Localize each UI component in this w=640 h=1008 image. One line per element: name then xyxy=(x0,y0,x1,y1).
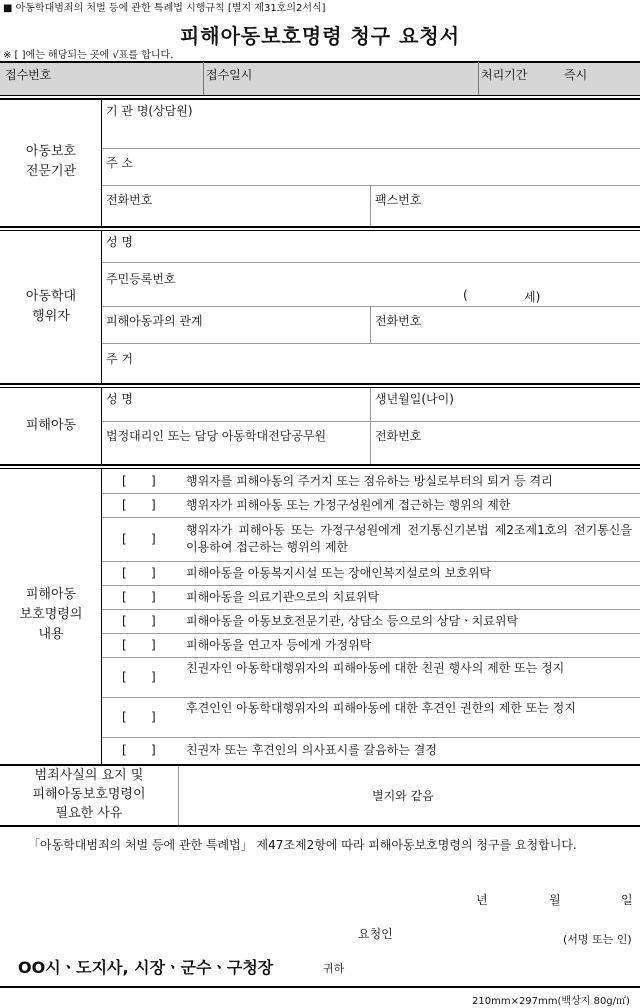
agency-address-label: 주 소 xyxy=(106,156,133,170)
date-day: 일 xyxy=(621,893,633,907)
checkbox-close-bracket: ] xyxy=(151,638,156,652)
reason-value: 별지와 같음 xyxy=(372,789,434,803)
order-option-5[interactable] xyxy=(102,585,640,609)
agency-name-label: 기 관 명(상담원) xyxy=(106,104,193,118)
sign-note: (서명 또는 인) xyxy=(563,933,632,946)
order-option-text: 친권자인 아동학대행위자의 피해아동에 대한 친권 행사의 제한 또는 정지 xyxy=(186,661,565,675)
requester-label: 요청인 xyxy=(358,927,393,941)
order-option-2[interactable] xyxy=(102,493,640,517)
checkbox-open-bracket: [ xyxy=(122,566,127,580)
order-option-text: 행위자가 피해아동 또는 가정구성원에게 접근하는 행위의 제한 xyxy=(186,498,511,512)
offender-rrn-label: 주민등록번호 xyxy=(106,272,176,286)
checkbox-close-bracket: ] xyxy=(151,670,156,684)
order-option-1[interactable] xyxy=(102,469,640,493)
regulation-reference: ■ 아동학대범죄의 처벌 등에 관한 특례법 시행규칙 [별지 제31호의2서식] xyxy=(3,3,326,14)
agency-fax-label: 팩스번호 xyxy=(375,193,422,207)
order-option-text: 피해아동을 아동복지시설 또는 장애인복지설로의 보호위탁 xyxy=(186,566,492,580)
offender-residence-label: 주 거 xyxy=(106,352,133,366)
order-option-7[interactable] xyxy=(102,633,640,657)
offender-name-label: 성 명 xyxy=(106,235,133,249)
checkbox-open-bracket: [ xyxy=(122,743,127,757)
victim-name-label: 성 명 xyxy=(106,392,133,406)
request-statement: 「아동학대범죄의 처벌 등에 관한 특례법」 제47조제2항에 따라 피해아동보호명령의 청구를 요청합니다. xyxy=(28,838,577,852)
reason-label: 범죄사실의 요지 및 피해아동보호명령이 필요한 사유 xyxy=(32,768,146,821)
checkbox-close-bracket: ] xyxy=(151,532,156,546)
offender-age-open: ( xyxy=(463,288,468,302)
recipient-suffix: 귀하 xyxy=(323,962,345,975)
offender-age-suffix: 세) xyxy=(524,290,541,304)
checkbox-open-bracket: [ xyxy=(122,532,127,546)
order-option-8[interactable] xyxy=(102,657,640,697)
checkbox-open-bracket: [ xyxy=(122,638,127,652)
offender-phone-label: 전화번호 xyxy=(375,314,422,328)
checkbox-close-bracket: ] xyxy=(151,590,156,604)
offender-section-label: 아동학대 행위자 xyxy=(25,289,77,324)
order-option-text: 피해아동을 연고자 등에게 가정위탁 xyxy=(186,638,372,652)
order-section-label: 피해아동 보호명령의 내용 xyxy=(19,587,83,642)
order-option-6[interactable] xyxy=(102,609,640,633)
checkbox-close-bracket: ] xyxy=(151,743,156,757)
victim-section-label: 피해아동 xyxy=(25,418,77,433)
order-option-text: 후견인인 아동학대행위자의 피해아동에 대한 후견인 권한의 제한 또는 정지 xyxy=(186,701,576,715)
checkbox-close-bracket: ] xyxy=(151,474,156,488)
receipt-date-label: 접수일시 xyxy=(206,68,253,82)
date-year: 년 xyxy=(476,893,488,907)
processing-period-label: 처리기간 xyxy=(481,68,528,82)
agency-section-label: 아동보호 전문기관 xyxy=(25,144,77,179)
date-month: 월 xyxy=(549,893,561,907)
check-instruction: ※ [ ]에는 해당되는 곳에 √표를 합니다. xyxy=(3,50,174,61)
checkbox-close-bracket: ] xyxy=(151,710,156,724)
order-option-text: 친권자 또는 후견인의 의사표시를 갈음하는 결정 xyxy=(186,743,437,757)
offender-relation-label: 피해아동과의 관계 xyxy=(106,314,203,328)
order-option-text: 피해아동을 아동보호전문기관, 상담소 등으로의 상담ㆍ치료위탁 xyxy=(186,614,519,628)
checkbox-open-bracket: [ xyxy=(122,590,127,604)
checkbox-open-bracket: [ xyxy=(122,710,127,724)
checkbox-close-bracket: ] xyxy=(151,498,156,512)
agency-phone-label: 전화번호 xyxy=(106,193,153,207)
receipt-band xyxy=(0,62,640,96)
checkbox-open-bracket: [ xyxy=(122,614,127,628)
receipt-number-label: 접수번호 xyxy=(5,68,52,82)
form-title: 피해아동보호명령 청구 요청서 xyxy=(179,24,461,48)
order-option-text: 피해아동을 의료기관으로의 치료위탁 xyxy=(186,590,380,604)
order-option-text: 행위자를 피해아동의 주거지 또는 점유하는 방실로부터의 퇴거 등 격리 xyxy=(186,474,553,488)
victim-birth-label: 생년월일(나이) xyxy=(375,392,454,406)
recipient: OO시ㆍ도지사, 시장ㆍ군수ㆍ구청장 xyxy=(18,958,274,977)
checkbox-open-bracket: [ xyxy=(122,474,127,488)
checkbox-close-bracket: ] xyxy=(151,566,156,580)
victim-guardian-label: 법정대리인 또는 담당 아동학대전담공무원 xyxy=(106,429,327,443)
checkbox-close-bracket: ] xyxy=(151,614,156,628)
checkbox-open-bracket: [ xyxy=(122,498,127,512)
order-option-10[interactable] xyxy=(102,737,640,764)
checkbox-open-bracket: [ xyxy=(122,670,127,684)
processing-period-value: 즉시 xyxy=(564,68,588,82)
order-option-text: 행위자가 피해아동 또는 가정구성원에게 전기통신기본법 제2조제1호의 전기통신을 이용하여 접근하는 행위의 제한 xyxy=(186,523,632,554)
victim-phone-label: 전화번호 xyxy=(375,429,422,443)
order-option-9[interactable] xyxy=(102,697,640,737)
paper-spec: 210mm×297mm(백상지 80g/㎡) xyxy=(472,996,630,1007)
order-option-4[interactable] xyxy=(102,561,640,585)
order-option-3[interactable] xyxy=(102,517,640,561)
